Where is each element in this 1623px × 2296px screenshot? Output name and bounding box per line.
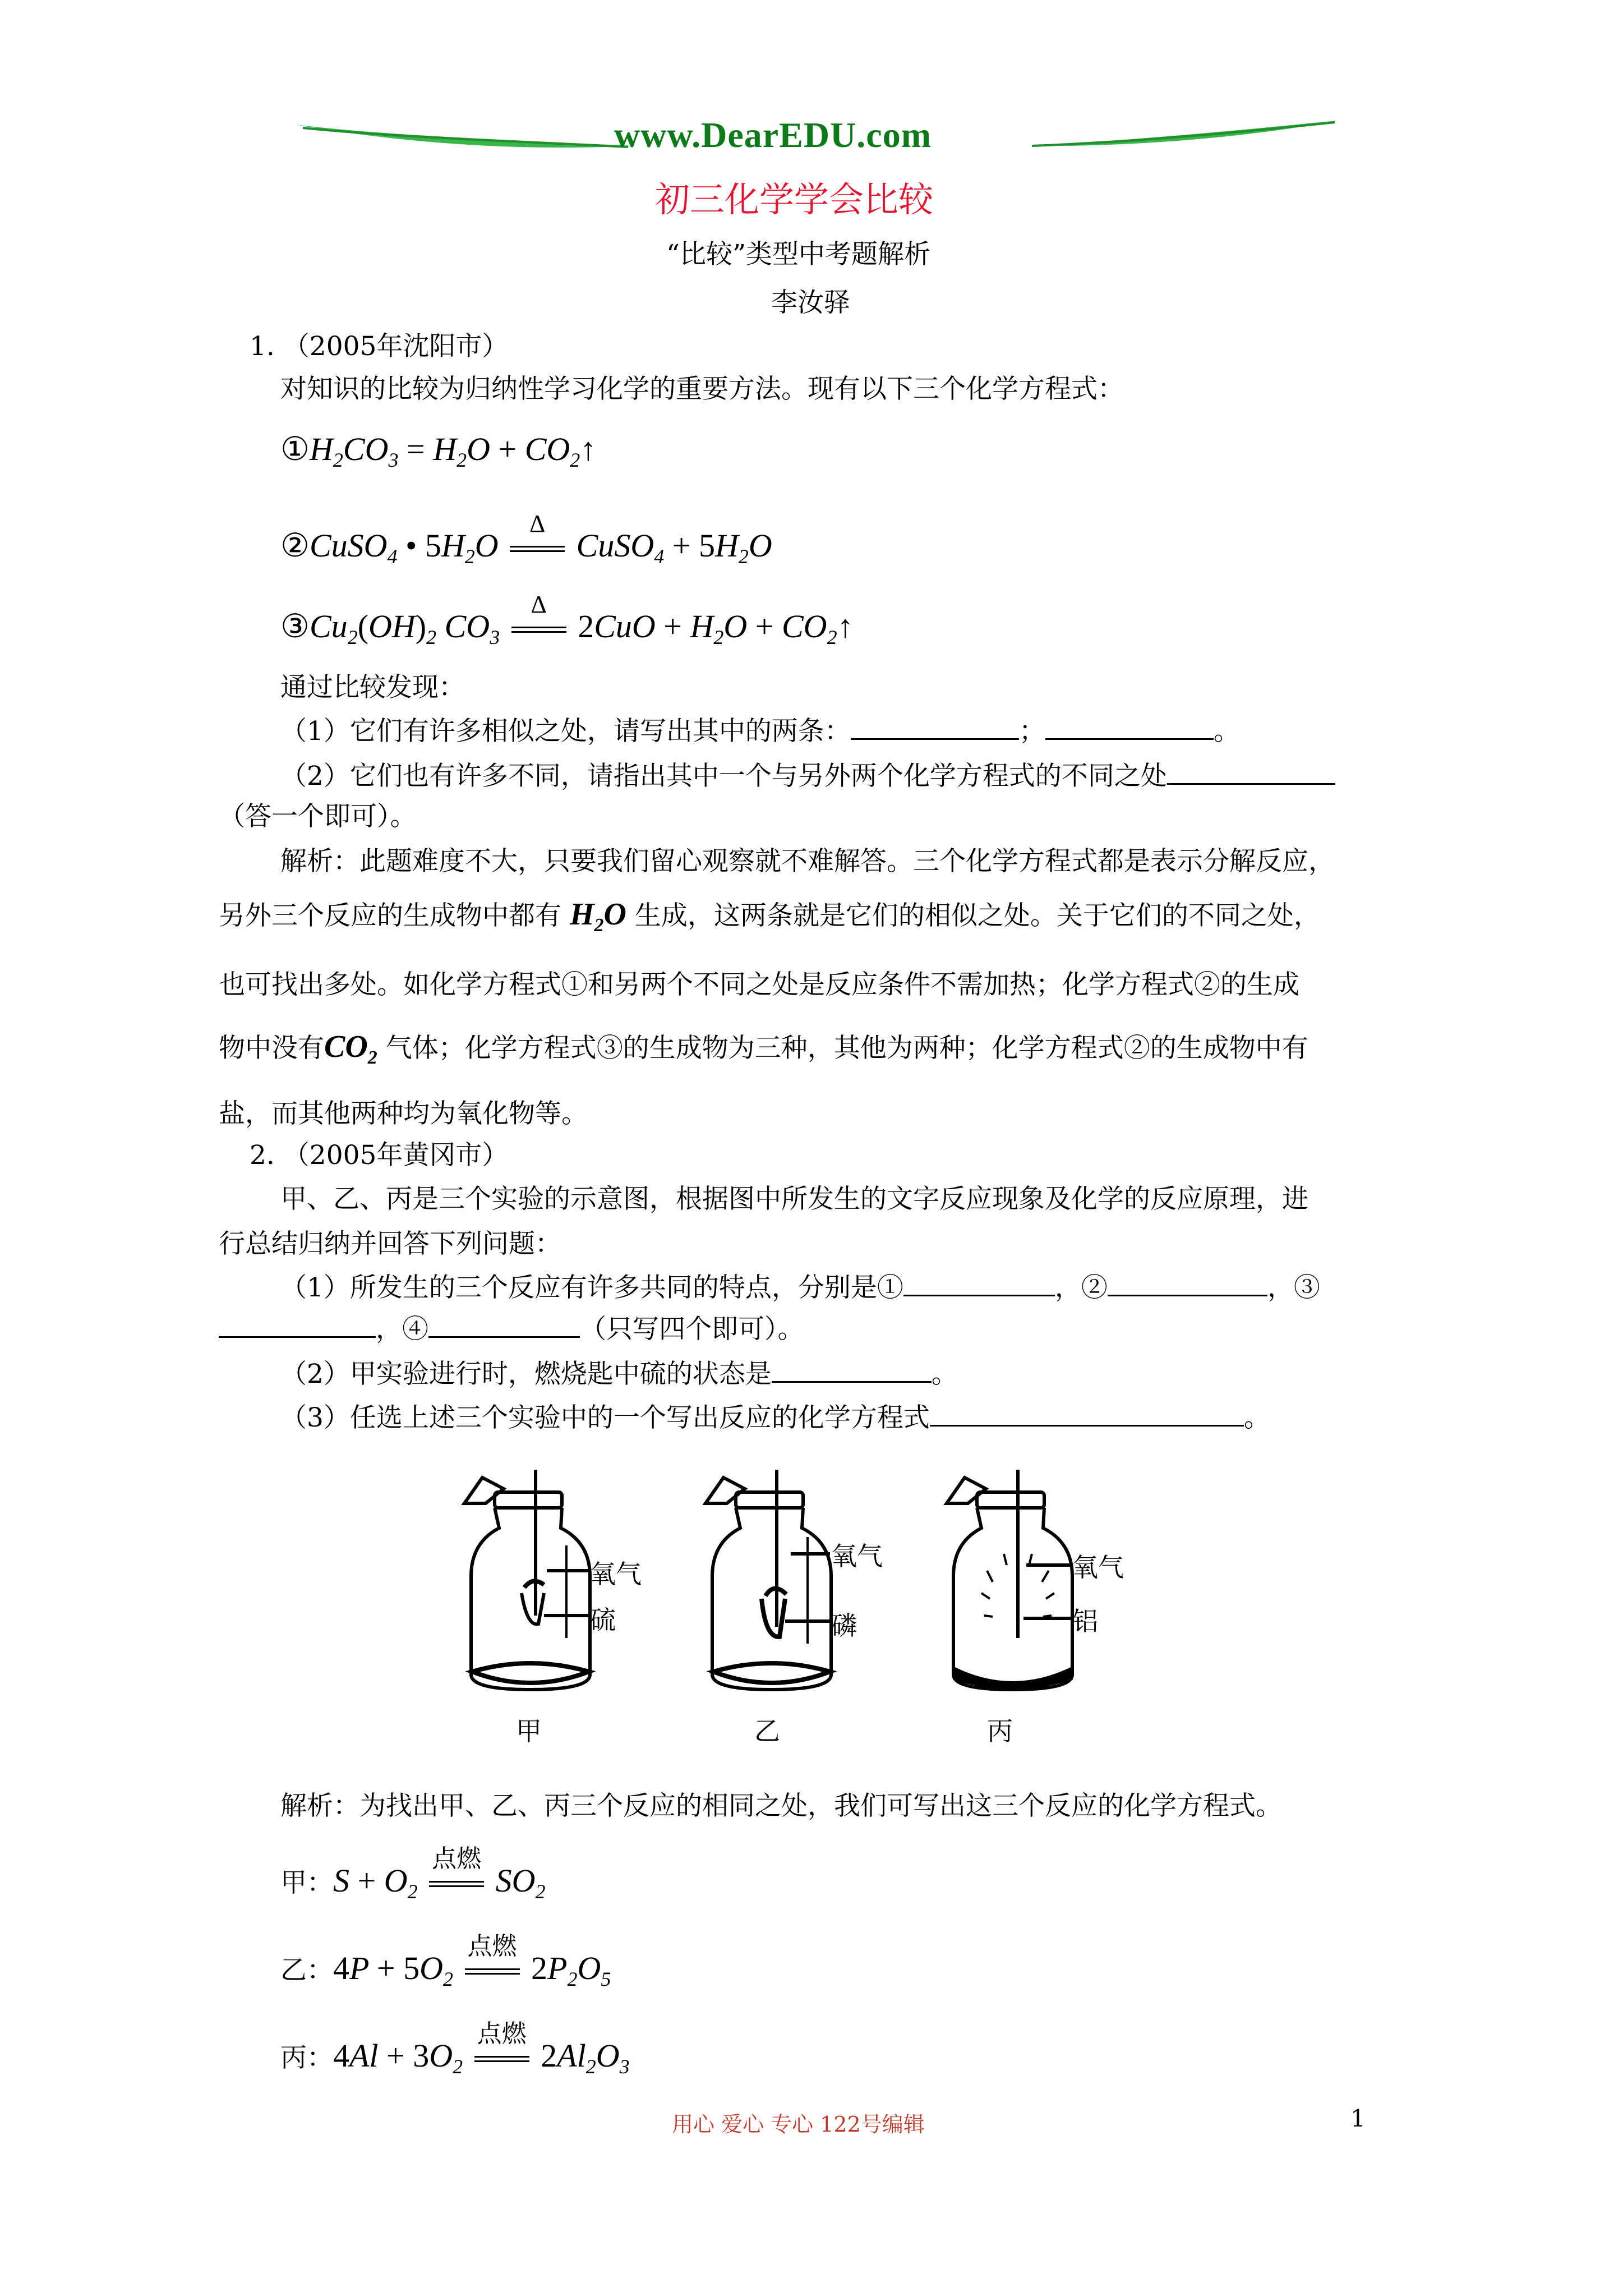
q1-part1: （1）它们有许多相似之处，请写出其中的两条： ； 。 — [280, 714, 1240, 748]
eq2-condition: Δ — [506, 546, 568, 552]
jar-jia — [464, 1470, 590, 1690]
banner-text: www.DearEDU.com — [614, 115, 932, 155]
q2-analysis: 解析：为找出甲、乙、丙三个反应的相同之处，我们可写出这三个反应的化学方程式。 — [280, 1791, 1282, 1821]
q2-heading — [250, 1139, 508, 1172]
q1-analysis-5: 盐，而其他两种均为氧化物等。 — [219, 1098, 588, 1129]
answer-blank[interactable] — [219, 1312, 376, 1338]
cond-ignite: 点燃 — [462, 1968, 523, 1975]
answer-blank[interactable] — [1108, 1270, 1267, 1296]
experiment-figure — [460, 1470, 1189, 1761]
equation-bing: 丙：$4Al + 3O_2$ 点燃 $2Al_2O_3$ — [280, 2019, 630, 2078]
caption-yi: 乙 — [754, 1716, 780, 1746]
q2-intro-1: 甲、乙、丙是三个实验的示意图，根据图中所发生的文字反应现象及化学的反应原理，进 — [280, 1184, 1308, 1214]
page-title: 初三化学学会比较 — [655, 179, 934, 220]
q1-analysis-4: 物中没有$CO_2$ 气体；化学方程式③的生成物为三种，其他为两种；化学方程式②的生成物中有 — [219, 1029, 1308, 1068]
equation-yi: 乙：$4P + 5O_2$ 点燃 $2P_2O_5$ — [280, 1932, 611, 1990]
label-oxygen-yi: 氧气 — [831, 1541, 883, 1571]
answer-blank[interactable] — [903, 1270, 1055, 1296]
eq3-mark: ③ — [280, 608, 310, 645]
q1-part2-note: （答一个即可）。 — [219, 801, 417, 832]
label-oxygen-jia: 氧气 — [590, 1559, 642, 1589]
eq1-mark: ① — [280, 431, 310, 467]
author: 李汝驿 — [771, 287, 850, 318]
footer-text: 用心 爱心 专心 122号编辑 — [672, 2112, 925, 2137]
q1-source: （2005年沈阳市） — [283, 331, 509, 362]
q1-number: 1. — [250, 331, 275, 362]
label-oxygen-bing: 氧气 — [1072, 1552, 1124, 1582]
q2-part1-cont: ，④ （只写四个即可）。 — [219, 1312, 804, 1346]
caption-jia: 甲 — [516, 1716, 542, 1746]
label-aluminum: 铝 — [1072, 1606, 1098, 1636]
q1-analysis-3: 也可找出多处。如化学方程式①和另两个不同之处是反应条件不需加热；化学方程式②的生成 — [219, 969, 1299, 1000]
eq2-mark: ② — [280, 527, 310, 564]
subtitle: “比较”类型中考题解析 — [666, 239, 931, 270]
q2-source: （2005年黄冈市） — [283, 1140, 509, 1171]
answer-blank[interactable] — [1045, 714, 1214, 740]
q2-part2: （2）甲实验进行时，燃烧匙中硫的状态是 。 — [280, 1356, 958, 1391]
jar-yi — [706, 1470, 831, 1690]
q2-intro-2: 行总结归纳并回答下列问题： — [219, 1228, 561, 1259]
answer-blank[interactable] — [428, 1312, 580, 1338]
answer-blank[interactable] — [1167, 758, 1335, 785]
banner-swoosh-right — [1026, 112, 1340, 163]
banner-swoosh-left — [292, 112, 639, 163]
equation-3: $③Cu_2(OH)_2$ $CO_3$ Δ $2CuO + H_2O$ + $CO_2↑$ — [280, 591, 854, 648]
equation-1: $①H_2CO_3 = H_2O$ + $CO_2↑$ — [280, 431, 597, 471]
answer-blank[interactable] — [772, 1356, 932, 1383]
q1-intro: 对知识的比较为归纳性学习化学的重要方法。现有以下三个化学方程式： — [280, 374, 1124, 404]
equation-jia: 甲：$S + O_2$ 点燃 $SO_2$ — [280, 1844, 546, 1903]
q1-discover: 通过比较发现： — [280, 672, 465, 703]
q2-part1: （1）所发生的三个反应有许多共同的特点，分别是① ，② ，③ — [280, 1270, 1320, 1305]
label-sulfur: 硫 — [590, 1605, 616, 1635]
eq3-condition: Δ — [508, 627, 570, 633]
q1-heading — [250, 330, 508, 364]
cond-ignite: 点燃 — [426, 1881, 487, 1887]
jar-diagram-svg — [460, 1470, 1189, 1705]
caption-bing: 丙 — [987, 1716, 1013, 1746]
equation-2: ②CuSO$_4$ • $5H_2O$ Δ CuSO$_4$ + $5H_2O$ — [280, 510, 772, 568]
page-number: 1 — [1350, 2105, 1366, 2132]
q1-part2: （2）它们也有许多不同，请指出其中一个与另外两个化学方程式的不同之处 — [280, 758, 1335, 793]
jar-bing — [947, 1470, 1072, 1690]
banner — [292, 112, 1340, 163]
answer-blank[interactable] — [930, 1400, 1244, 1427]
q1-analysis-1: 解析：此题难度不大，只要我们留心观察就不难解答。三个化学方程式都是表示分解反应， — [280, 846, 1335, 877]
q2-number: 2. — [250, 1140, 275, 1171]
cond-ignite: 点燃 — [471, 2056, 533, 2062]
q2-part3: （3）任选上述三个实验中的一个写出反应的化学方程式 。 — [280, 1400, 1270, 1435]
label-phosphorus: 磷 — [831, 1611, 857, 1641]
answer-blank[interactable] — [851, 714, 1019, 740]
q1-analysis-2: 另外三个反应的生成物中都有 $H_2O$ 生成，这两条就是它们的相似之处。关于它们的不同之处， — [219, 897, 1320, 936]
